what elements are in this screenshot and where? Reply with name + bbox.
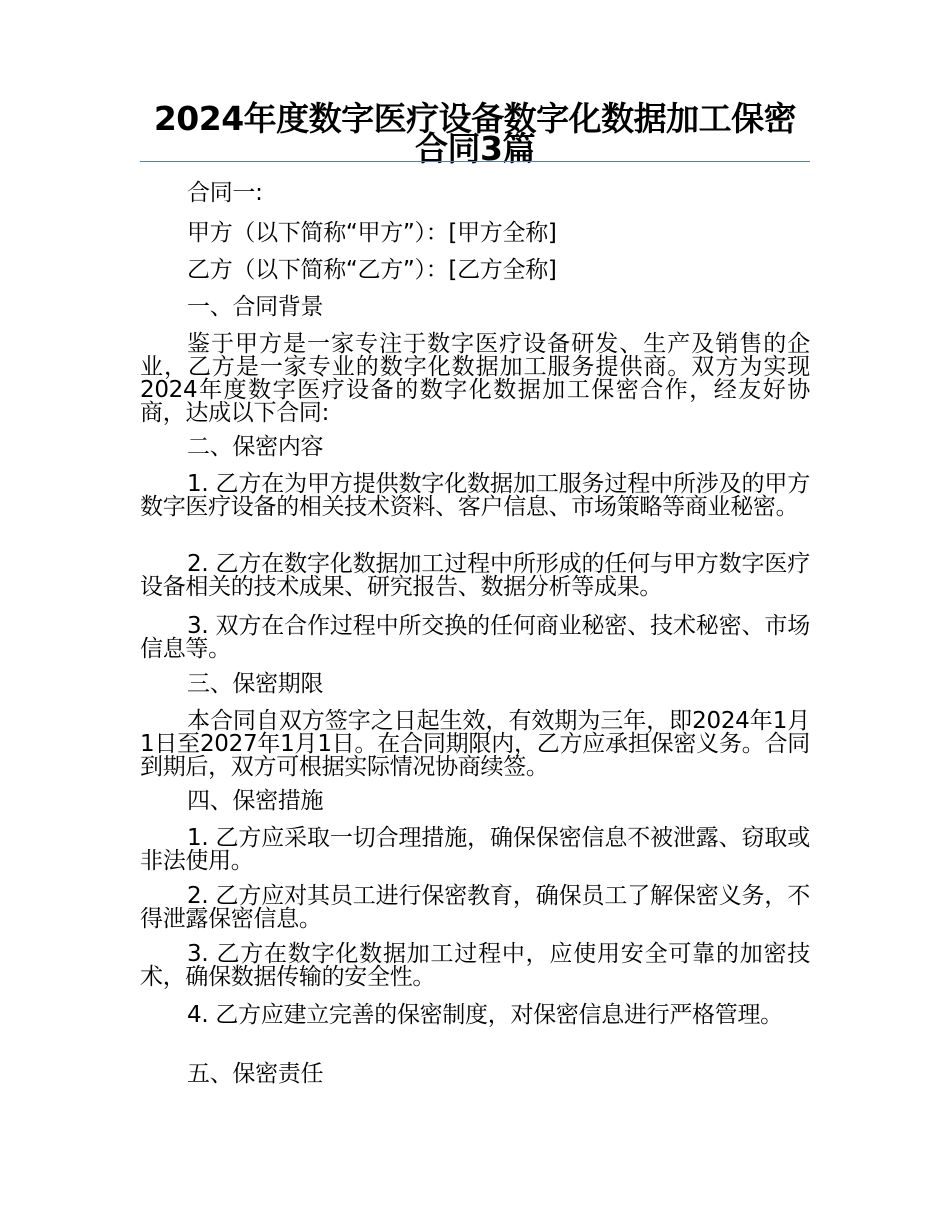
party-a-line: 甲方（以下简称“甲方”）：[甲方全称] — [187, 220, 557, 246]
paragraph-content-1: 1. 乙方在为甲方提供数字化数据加工服务过程中所涉及的甲方数字医疗设备的相关技术资料、客户信息、市场策略等商业秘密。 — [140, 471, 810, 520]
paragraph-content-3: 3. 双方在合作过程中所交换的任何商业秘密、技术秘密、市场信息等。 — [140, 613, 810, 662]
section-heading-measures: 四、保密措施 — [187, 788, 324, 814]
section-heading-content: 二、保密内容 — [187, 434, 324, 460]
section-heading-background: 一、合同背景 — [187, 294, 324, 320]
paragraph-measures-1: 1. 乙方应采取一切合理措施，确保保密信息不被泄露、窃取或非法使用。 — [140, 825, 810, 874]
title-underline — [140, 161, 810, 162]
paragraph-background: 鉴于甲方是一家专注于数字医疗设备研发、生产及销售的企业，乙方是一家专业的数字化数据加工服务提供商。双方为实现2024年度数字医疗设备的数字化数据加工保密合作，经友好协商，达成以下合同: — [140, 331, 810, 426]
section-heading-term: 三、保密期限 — [187, 671, 324, 697]
contract-number: 合同一: — [187, 180, 263, 206]
party-b-line: 乙方（以下简称“乙方”）：[乙方全称] — [187, 257, 557, 283]
section-heading-liability: 五、保密责任 — [187, 1061, 324, 1087]
paragraph-measures-4: 4. 乙方应建立完善的保密制度，对保密信息进行严格管理。 — [187, 1002, 783, 1028]
paragraph-content-2: 2. 乙方在数字化数据加工过程中所形成的任何与甲方数字医疗设备相关的技术成果、研究报告、数据分析等成果。 — [140, 551, 810, 600]
document-title: 2024年度数字医疗设备数字化数据加工保密合同3篇 — [153, 99, 797, 168]
paragraph-measures-3: 3. 乙方在数字化数据加工过程中，应使用安全可靠的加密技术，确保数据传输的安全性。 — [140, 941, 810, 990]
paragraph-measures-2: 2. 乙方应对其员工进行保密教育，确保员工了解保密义务，不得泄露保密信息。 — [140, 883, 810, 932]
paragraph-term: 本合同自双方签字之日起生效，有效期为三年，即2024年1月1日至2027年1月1日。在合同期限内，乙方应承担保密义务。合同到期后，双方可根据实际情况协商续签。 — [140, 708, 810, 780]
